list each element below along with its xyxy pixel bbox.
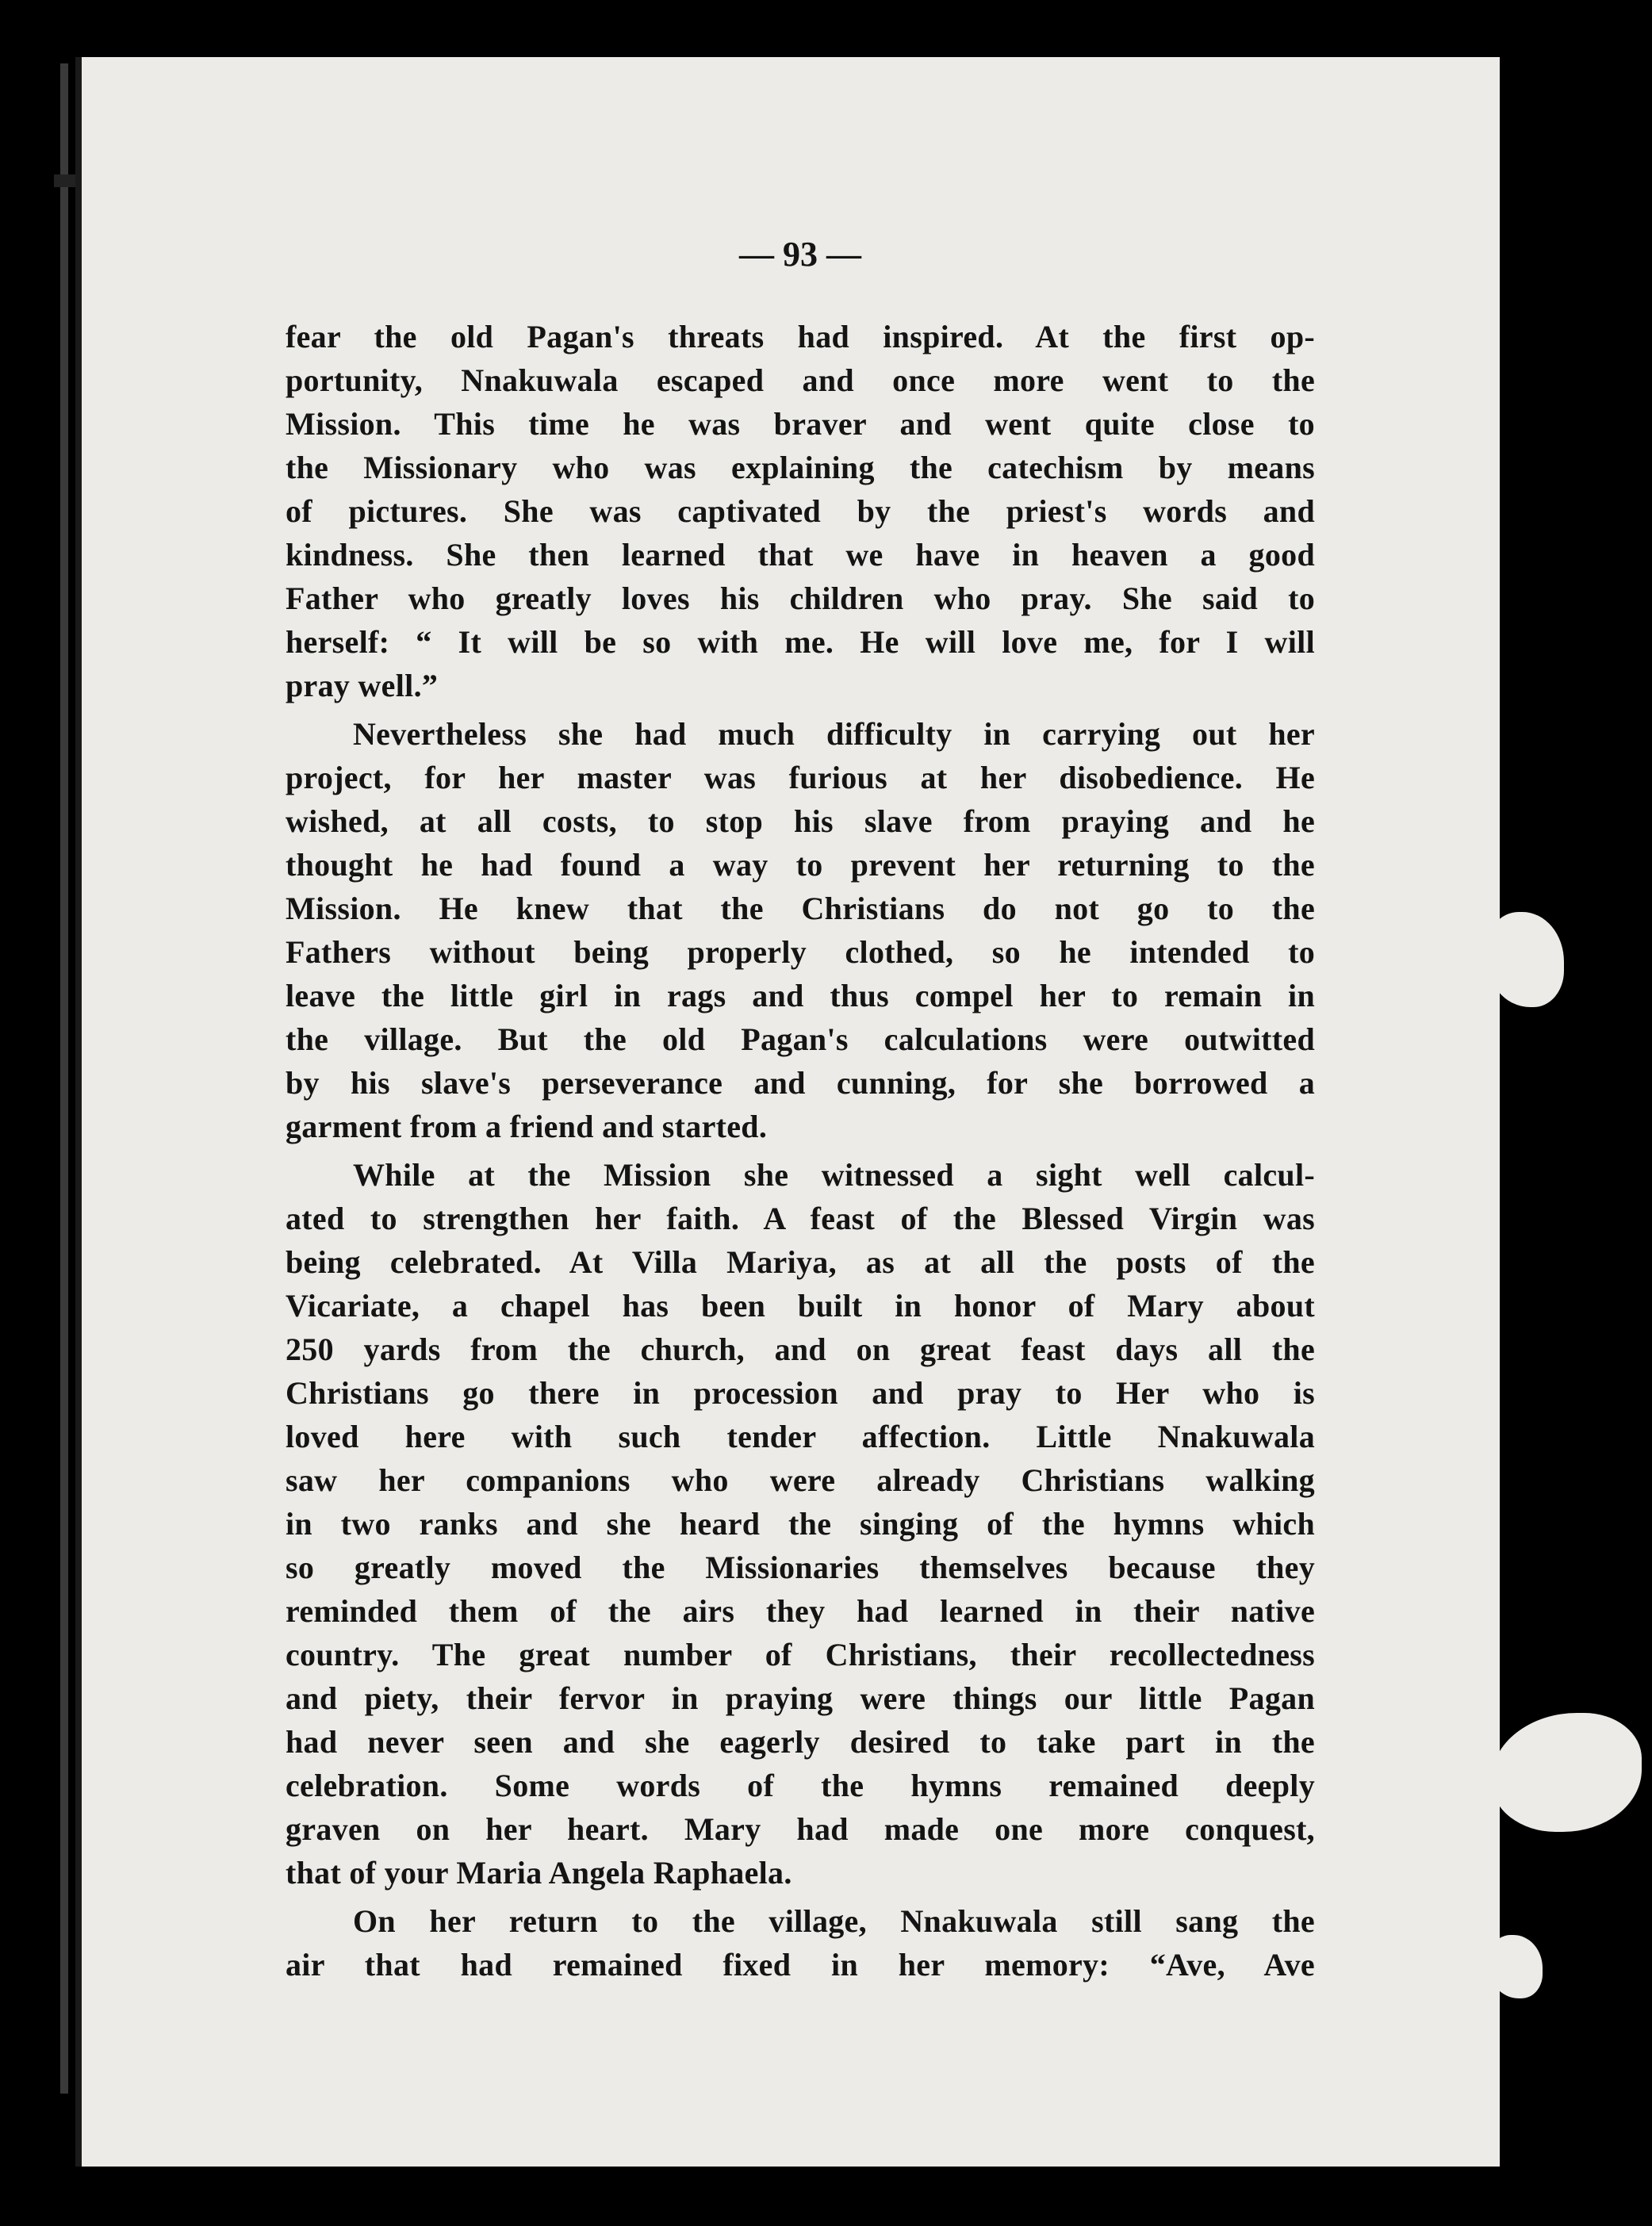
text-line: Vicariate, a chapel has been built in honor of Mary about [286, 1288, 1315, 1324]
text-line: ated to strengthen her faith. A feast of the Blessed Virgin was [286, 1201, 1315, 1236]
text-line: the village. But the old Pagan's calculations were outwitted [286, 1021, 1315, 1057]
text-line: graven on her heart. Mary had made one more conquest, [286, 1811, 1315, 1847]
text-line: of pictures. She was captivated by the priest's words and [286, 493, 1315, 529]
text-line: and piety, their fervor in praying were things our little Pagan [286, 1680, 1315, 1716]
text-line: by his slave's perseverance and cunning, for she borrowed a [286, 1065, 1315, 1101]
text-line: project, for her master was furious at her disobedience. He [286, 760, 1315, 795]
text-line: in two ranks and she heard the singing of the hymns which [286, 1506, 1315, 1542]
text-line: Nevertheless she had much difficulty in carrying out her [353, 716, 1315, 752]
text-line: leave the little girl in rags and thus compel her to remain in [286, 978, 1315, 1013]
text-line: herself: “ It will be so with me. He will love me, for I will [286, 624, 1315, 660]
text-line: Fathers without being properly clothed, so he intended to [286, 934, 1315, 970]
text-line: garment from a friend and started. [286, 1109, 768, 1144]
text-line: loved here with such tender affection. Little Nnakuwala [286, 1419, 1315, 1454]
text-line: celebration. Some words of the hymns remained deeply [286, 1768, 1315, 1803]
paragraph [286, 1153, 1315, 1895]
paragraph [286, 712, 1315, 1148]
text-line: that of your Maria Angela Raphaela. [286, 1855, 792, 1891]
text-line: wished, at all costs, to stop his slave from praying and he [286, 803, 1315, 839]
text-line: country. The great number of Christians, their recollectedness [286, 1637, 1315, 1672]
text-line: portunity, Nnakuwala escaped and once more went to the [286, 362, 1315, 398]
text-line: air that had remained fixed in her memory: “Ave, Ave [286, 1947, 1315, 1983]
text-block [286, 234, 1315, 1987]
binding-clip [54, 174, 78, 187]
text-line: fear the old Pagan's threats had inspired. At the first op- [286, 319, 1315, 354]
page-number: — 93 — [739, 235, 861, 274]
text-line: On her return to the village, Nnakuwala still sang the [353, 1903, 1315, 1939]
text-line: being celebrated. At Villa Mariya, as at all the posts of the [286, 1244, 1315, 1280]
paragraph [286, 315, 1315, 707]
text-line: the Missionary who was explaining the catechism by means [286, 450, 1315, 485]
binding-edge [60, 63, 68, 2094]
text-line: pray well.” [286, 668, 439, 703]
text-line: saw her companions who were already Christians walking [286, 1462, 1315, 1498]
paper-tear [1491, 1713, 1642, 1832]
text-line: kindness. She then learned that we have in heaven a good [286, 537, 1315, 573]
text-line: Christians go there in procession and pray to Her who is [286, 1375, 1315, 1411]
text-line: Mission. He knew that the Christians do not go to the [286, 891, 1315, 926]
text-line: While at the Mission she witnessed a sight well calcul- [353, 1157, 1315, 1193]
text-line: had never seen and she eagerly desired to take part in the [286, 1724, 1315, 1760]
text-line: reminded them of the airs they had learned in their native [286, 1593, 1315, 1629]
text-line: so greatly moved the Missionaries themselves because they [286, 1550, 1315, 1585]
text-line: Father who greatly loves his children who pray. She said to [286, 580, 1315, 616]
paragraph [286, 1899, 1315, 1987]
text-line: 250 yards from the church, and on great feast days all the [286, 1331, 1315, 1367]
text-line: thought he had found a way to prevent her returning to the [286, 847, 1315, 883]
text-line: Mission. This time he was braver and went quite close to [286, 406, 1315, 442]
